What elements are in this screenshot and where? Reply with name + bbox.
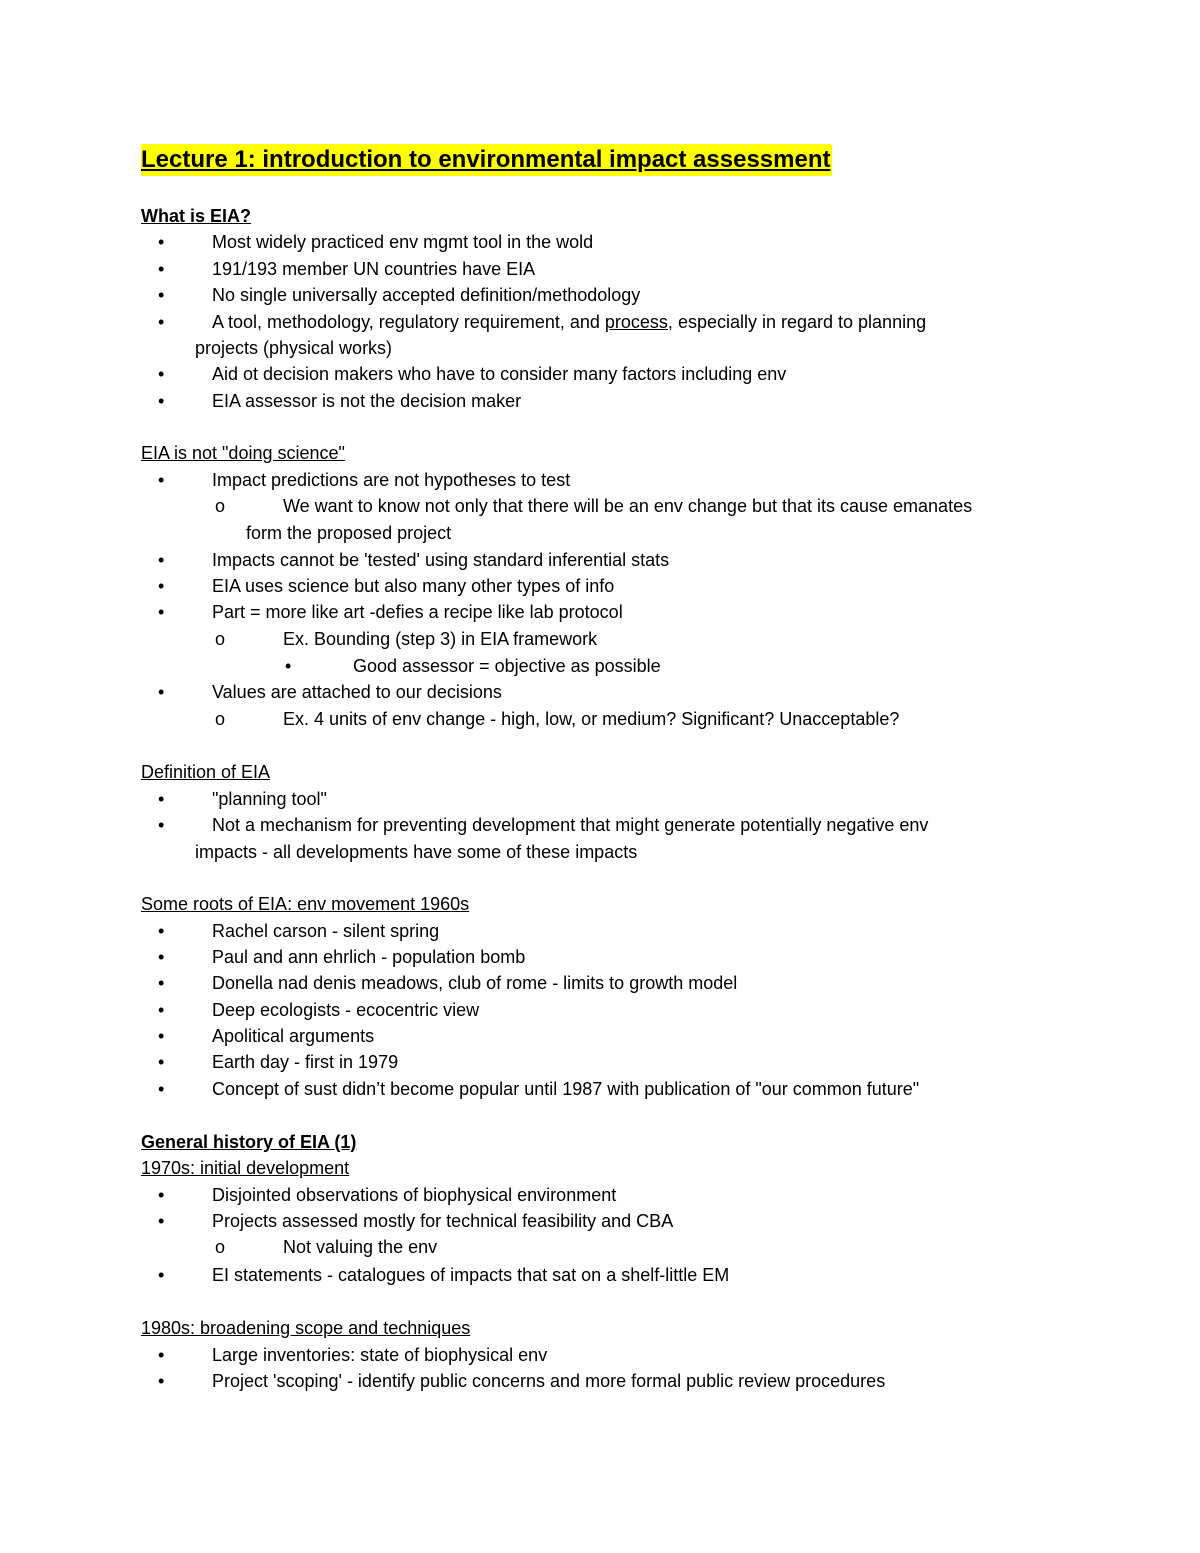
sub-list-item: Ex. 4 units of env change - high, low, or medium? Significant? Unacceptable? bbox=[283, 709, 900, 729]
list-item-continuation: impacts - all developments have some of these impacts bbox=[195, 842, 638, 862]
bullet-icon: • bbox=[158, 1000, 165, 1020]
bullet-icon: • bbox=[158, 973, 165, 993]
list-item: EI statements - catalogues of impacts that sat on a shelf-little EM bbox=[212, 1265, 730, 1285]
page-title: Lecture 1: introduction to environmental impact assessment bbox=[141, 144, 832, 176]
section-heading-what-is-eia: What is EIA? bbox=[141, 206, 252, 226]
list-item: Paul and ann ehrlich - population bomb bbox=[212, 947, 526, 967]
section-heading-not-science: EIA is not "doing science" bbox=[141, 443, 345, 463]
bullet-icon: • bbox=[158, 815, 165, 835]
bullet-icon: • bbox=[158, 259, 165, 279]
list-item: EIA assessor is not the decision maker bbox=[212, 391, 522, 411]
list-item-text: especially in regard to planning bbox=[672, 312, 927, 332]
bullet-icon: • bbox=[158, 1211, 165, 1231]
bullet-icon: • bbox=[158, 391, 165, 411]
list-item: Donella nad denis meadows, club of rome - limits to growth model bbox=[212, 973, 738, 993]
bullet-icon: • bbox=[158, 602, 165, 622]
bullet-icon: • bbox=[158, 550, 165, 570]
bullet-icon: • bbox=[158, 947, 165, 967]
bullet-icon: • bbox=[158, 1026, 165, 1046]
sub-list-item-continuation: form the proposed project bbox=[246, 523, 452, 543]
list-item: Part = more like art -defies a recipe like lab protocol bbox=[212, 602, 623, 622]
section-heading-definition: Definition of EIA bbox=[141, 762, 271, 782]
subheading-1980s: 1980s: broadening scope and techniques bbox=[141, 1318, 471, 1338]
bullet-icon: • bbox=[285, 656, 292, 676]
list-item: Projects assessed mostly for technical feasibility and CBA bbox=[212, 1211, 674, 1231]
bullet-icon: • bbox=[158, 1079, 165, 1099]
sub-bullet-icon: o bbox=[215, 629, 226, 649]
sub-list-item: Ex. Bounding (step 3) in EIA framework bbox=[283, 629, 598, 649]
sub-sub-list-item: Good assessor = objective as possible bbox=[353, 656, 661, 676]
list-item bbox=[212, 309, 926, 335]
list-item: 191/193 member UN countries have EIA bbox=[212, 259, 536, 279]
sub-list-item: We want to know not only that there will be an env change but that its cause emanates bbox=[283, 496, 973, 516]
list-item: Concept of sust didn’t become popular until 1987 with publication of "our common future" bbox=[212, 1079, 920, 1099]
bullet-icon: • bbox=[158, 1371, 165, 1391]
list-item: Impact predictions are not hypotheses to test bbox=[212, 470, 571, 490]
sub-bullet-icon: o bbox=[215, 709, 226, 729]
list-item: Values are attached to our decisions bbox=[212, 682, 502, 702]
list-item: Project 'scoping' - identify public concerns and more formal public review procedures bbox=[212, 1371, 886, 1391]
bullet-icon: • bbox=[158, 364, 165, 384]
bullet-icon: • bbox=[158, 682, 165, 702]
bullet-icon: • bbox=[158, 921, 165, 941]
list-item: EIA uses science but also many other types of info bbox=[212, 576, 615, 596]
section-heading-history: General history of EIA (1) bbox=[141, 1132, 357, 1152]
list-item: No single universally accepted definition/methodology bbox=[212, 285, 641, 305]
subheading-1970s: 1970s: initial development bbox=[141, 1158, 350, 1178]
list-item: Disjointed observations of biophysical environment bbox=[212, 1185, 617, 1205]
bullet-icon: • bbox=[158, 1052, 165, 1072]
underlined-term: process, bbox=[604, 312, 673, 332]
list-item: Earth day - first in 1979 bbox=[212, 1052, 399, 1072]
sub-list-item: Not valuing the env bbox=[283, 1237, 438, 1257]
list-item: Rachel carson - silent spring bbox=[212, 921, 440, 941]
list-item: Not a mechanism for preventing development that might generate potentially negative env bbox=[212, 815, 929, 835]
bullet-icon: • bbox=[158, 470, 165, 490]
bullet-icon: • bbox=[158, 1185, 165, 1205]
section-heading-roots: Some roots of EIA: env movement 1960s bbox=[141, 894, 470, 914]
list-item: Aid ot decision makers who have to consider many factors including env bbox=[212, 364, 787, 384]
bullet-icon: • bbox=[158, 576, 165, 596]
list-item: Impacts cannot be 'tested' using standard inferential stats bbox=[212, 550, 670, 570]
sub-bullet-icon: o bbox=[215, 1237, 226, 1257]
list-item: Apolitical arguments bbox=[212, 1026, 375, 1046]
list-item: "planning tool" bbox=[212, 789, 327, 809]
bullet-icon: • bbox=[158, 1265, 165, 1285]
bullet-icon: • bbox=[158, 312, 165, 332]
bullet-icon: • bbox=[158, 789, 165, 809]
list-item: Most widely practiced env mgmt tool in the wold bbox=[212, 232, 594, 252]
list-item: Large inventories: state of biophysical env bbox=[212, 1345, 548, 1365]
list-item-text: A tool, methodology, regulatory requirement, and bbox=[212, 312, 605, 332]
bullet-icon: • bbox=[158, 232, 165, 252]
bullet-icon: • bbox=[158, 1345, 165, 1365]
bullet-icon: • bbox=[158, 285, 165, 305]
list-item: Deep ecologists - ecocentric view bbox=[212, 1000, 480, 1020]
list-item-continuation: projects (physical works) bbox=[195, 338, 393, 358]
sub-bullet-icon: o bbox=[215, 496, 226, 516]
